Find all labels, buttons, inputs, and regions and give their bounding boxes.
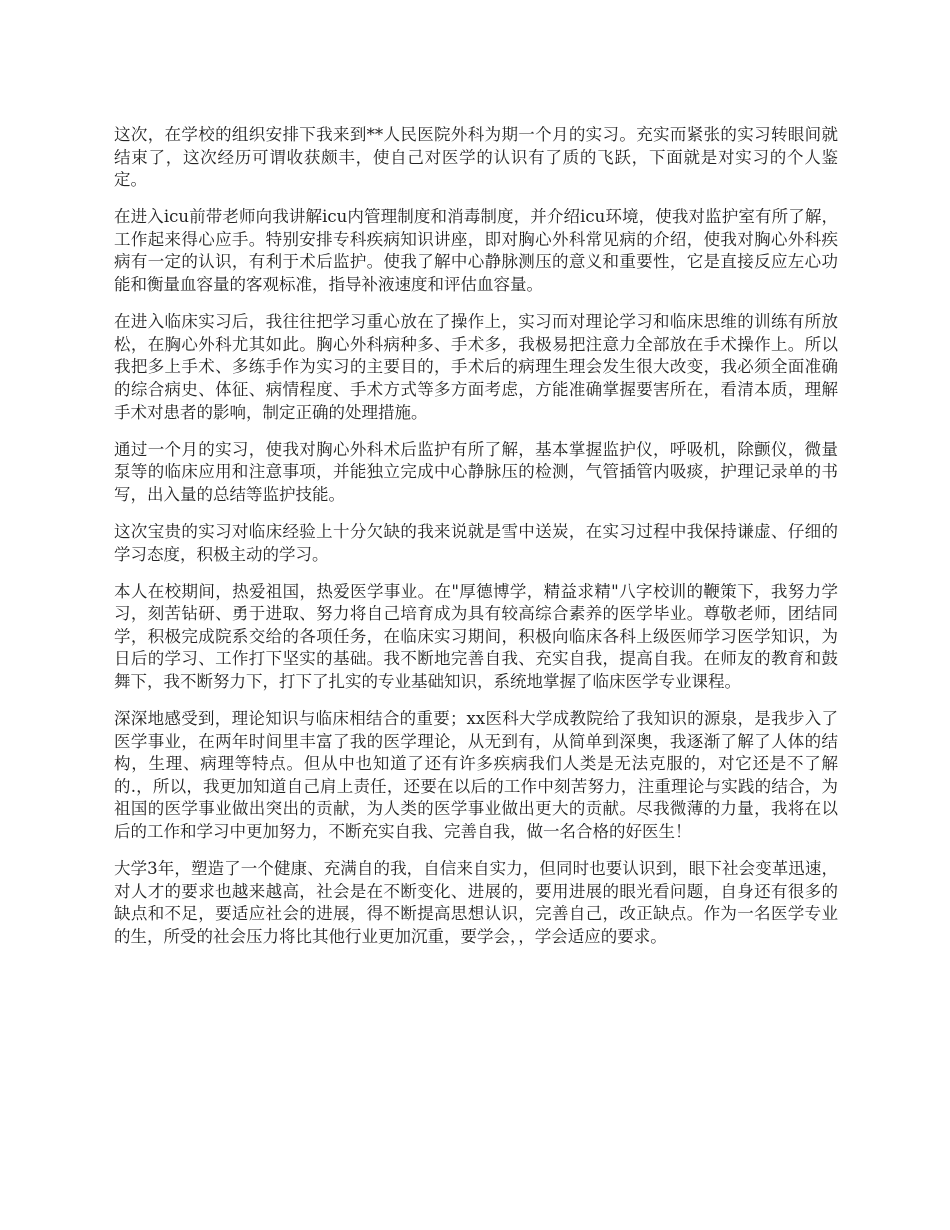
paragraph-3: 在进入临床实习后，我往往把学习重心放在了操作上，实习而对理论学习和临床思维的训练有所放松，在胸心外科尤其如此。胸心外科病种多、手术多，我极易把注意力全部放在手术操作上。所以我把多上手术、多练手作为实习的主要目的，手术后的病理生理会发生很大改变，我必须全面准确的综合病史、体征、病情程度、手术方式等多方面考虑，方能准确掌握要害所在，看清本质，理解手术对患者的影响，制定正确的处理措施。 — [114, 312, 838, 422]
paragraph-2: 在进入icu前带老师向我讲解icu内管理制度和消毒制度，并介绍icu环境，使我对监护室有所了解，工作起来得心应手。特别安排专科疾病知识讲座，即对胸心外科常见病的介绍，使我对胸心外科疾病有一定的认识，有利于术后监护。使我了解中心静脉测压的意义和重要性，它是直接反应左心功能和衡量血容量的客观标准，指导补液速度和评估血容量。 — [114, 207, 838, 295]
paragraph-4: 通过一个月的实习，使我对胸心外科术后监护有所了解，基本掌握监护仪，呼吸机，除颤仪，微量泵等的临床应用和注意事项，并能独立完成中心静脉压的检测，气管插管内吸痰，护理记录单的书写，出入量的总结等监护技能。 — [114, 439, 838, 504]
paragraph-6: 本人在校期间，热爱祖国，热爱医学事业。在"厚德博学，精益求精"八字校训的鞭策下，我努力学习，刻苦钻研、勇于进取、努力将自己培育成为具有较高综合素养的医学毕业。尊敬老师，团结同学，积极完成院系交给的各项任务，在临床实习期间，积极向临床各科上级医师学习医学知识，为日后的学习、工作打下坚实的基础。我不断地完善自我、充实自我，提高自我。在师友的教育和鼓舞下，我不断努力下，打下了扎实的专业基础知识，系统地掌握了临床医学专业课程。 — [114, 581, 838, 691]
document-body — [114, 124, 838, 963]
paragraph-8: 大学3年，塑造了一个健康、充满自的我，自信来自实力，但同时也要认识到，眼下社会变革迅速，对人才的要求也越来越高，社会是在不断变化、进展的，要用进展的眼光看问题，自身还有很多的缺点和不足，要适应社会的进展，得不断提高思想认识，完善自己，改正缺点。作为一名医学专业的生，所受的社会压力将比其他行业更加沉重，要学会，，学会适应的要求。 — [114, 859, 838, 946]
paragraph-5: 这次宝贵的实习对临床经验上十分欠缺的我来说就是雪中送炭，在实习过程中我保持谦虚、仔细的学习态度，积极主动的学习。 — [114, 521, 838, 564]
paragraph-7: 深深地感受到，理论知识与临床相结合的重要；xx医科大学成教院给了我知识的源泉，是我步入了医学事业，在两年时间里丰富了我的医学理论，从无到有，从简单到深奥，我逐渐了解了人体的结构，生理、病理等特点。但从中也知道了还有许多疾病我们人类是无法克服的，对它还是不了解的.，所以，我更加知道自己肩上责任，还要在以后的工作中刻苦努力，注重理论与实践的结合，为祖国的医学事业做出突出的贡献，为人类的医学事业做出更大的贡献。尽我微薄的力量，我将在以后的工作和学习中更加努力，不断充实自我、完善自我，做一名合格的好医生！ — [114, 709, 838, 842]
paragraph-1: 这次，在学校的组织安排下我来到**人民医院外科为期一个月的实习。充实而紧张的实习转眼间就结束了，这次经历可谓收获颇丰，使自己对医学的认识有了质的飞跃，下面就是对实习的个人鉴定。 — [114, 125, 838, 190]
